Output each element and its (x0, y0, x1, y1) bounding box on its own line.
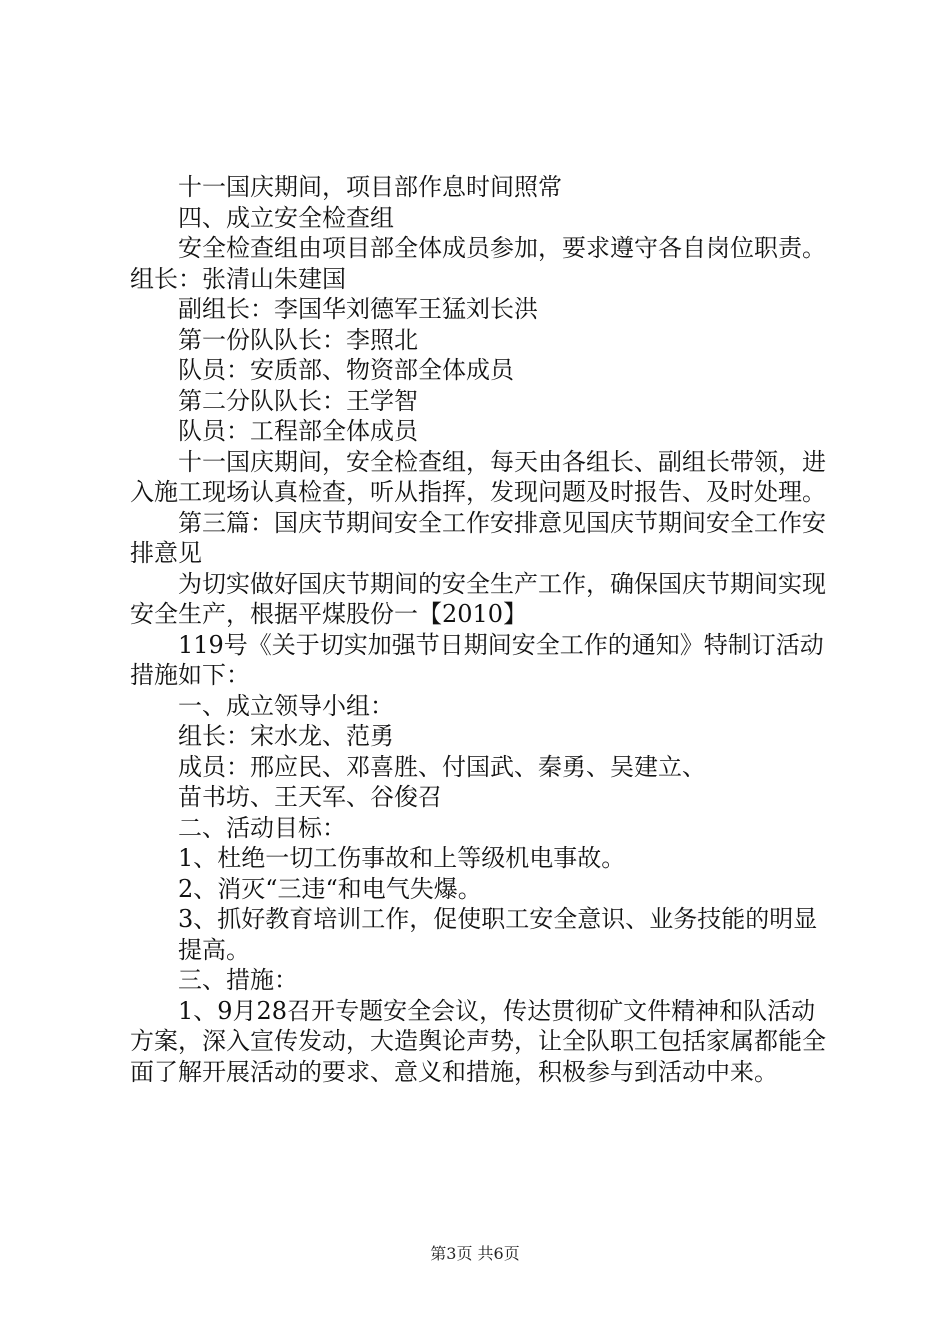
paragraph: 十一国庆期间，项目部作息时间照常 (178, 173, 562, 201)
paragraph: 成员：邢应民、邓喜胜、付国武、秦勇、吴建立、 (178, 752, 706, 781)
page-footer (0, 1244, 950, 1264)
paragraph: 119号《关于切实加强节日期间安全工作的通知》特制订活动措施如下： (130, 630, 824, 689)
list-item: 3、抓好教育培训工作，促使职工安全意识、业务技能的明显 (178, 905, 818, 933)
paragraph: 队员：工程部全体成员 (178, 417, 418, 445)
list-item: 2、消灭“三违“和电气失爆。 (178, 874, 482, 903)
paragraph: 提高。 (178, 935, 250, 964)
section-heading: 三、措施： (178, 966, 298, 994)
paragraph: 第二分队队长：王学智 (178, 386, 418, 415)
paragraph: 第一份队队长：李照北 (178, 325, 418, 354)
paragraph: 为切实做好国庆节期间的安全生产工作，确保国庆节期间实现安全生产，根据平煤股份一【2010】 (130, 569, 826, 628)
paragraph: 十一国庆期间，安全检查组，每天由各组长、副组长带领，进入施工现场认真检查，听从指挥，发现问题及时报告、及时处理。 (130, 447, 826, 506)
list-item: 1、杜绝一切工伤事故和上等级机电事故。 (178, 844, 626, 872)
document-body (130, 172, 835, 1087)
paragraph: 组长：宋水龙、范勇 (178, 722, 394, 750)
paragraph: 安全检查组由项目部全体成员参加，要求遵守各自岗位职责。组长：张清山朱建国 (130, 234, 826, 293)
chapter-title: 第三篇：国庆节期间安全工作安排意见国庆节期间安全工作安排意见 (130, 508, 826, 567)
list-item: 1、9月28召开专题安全会议，传达贯彻矿文件精神和队活动方案，深入宣传发动，大造舆论声势，让全队职工包括家属都能全面了解开展活动的要求、意义和措施，积极参与到活动中来。 (130, 996, 826, 1086)
section-heading: 二、活动目标： (178, 813, 346, 842)
paragraph: 队员：安质部、物资部全体成员 (178, 356, 514, 384)
section-heading: 一、成立领导小组： (178, 691, 394, 720)
page-number-label: 第3页 共6页 (430, 1244, 520, 1263)
paragraph: 苗书坊、王天军、谷俊召 (178, 783, 442, 811)
section-heading: 四、成立安全检查组 (178, 203, 394, 232)
paragraph: 副组长：李国华刘德军王猛刘长洪 (178, 295, 538, 323)
